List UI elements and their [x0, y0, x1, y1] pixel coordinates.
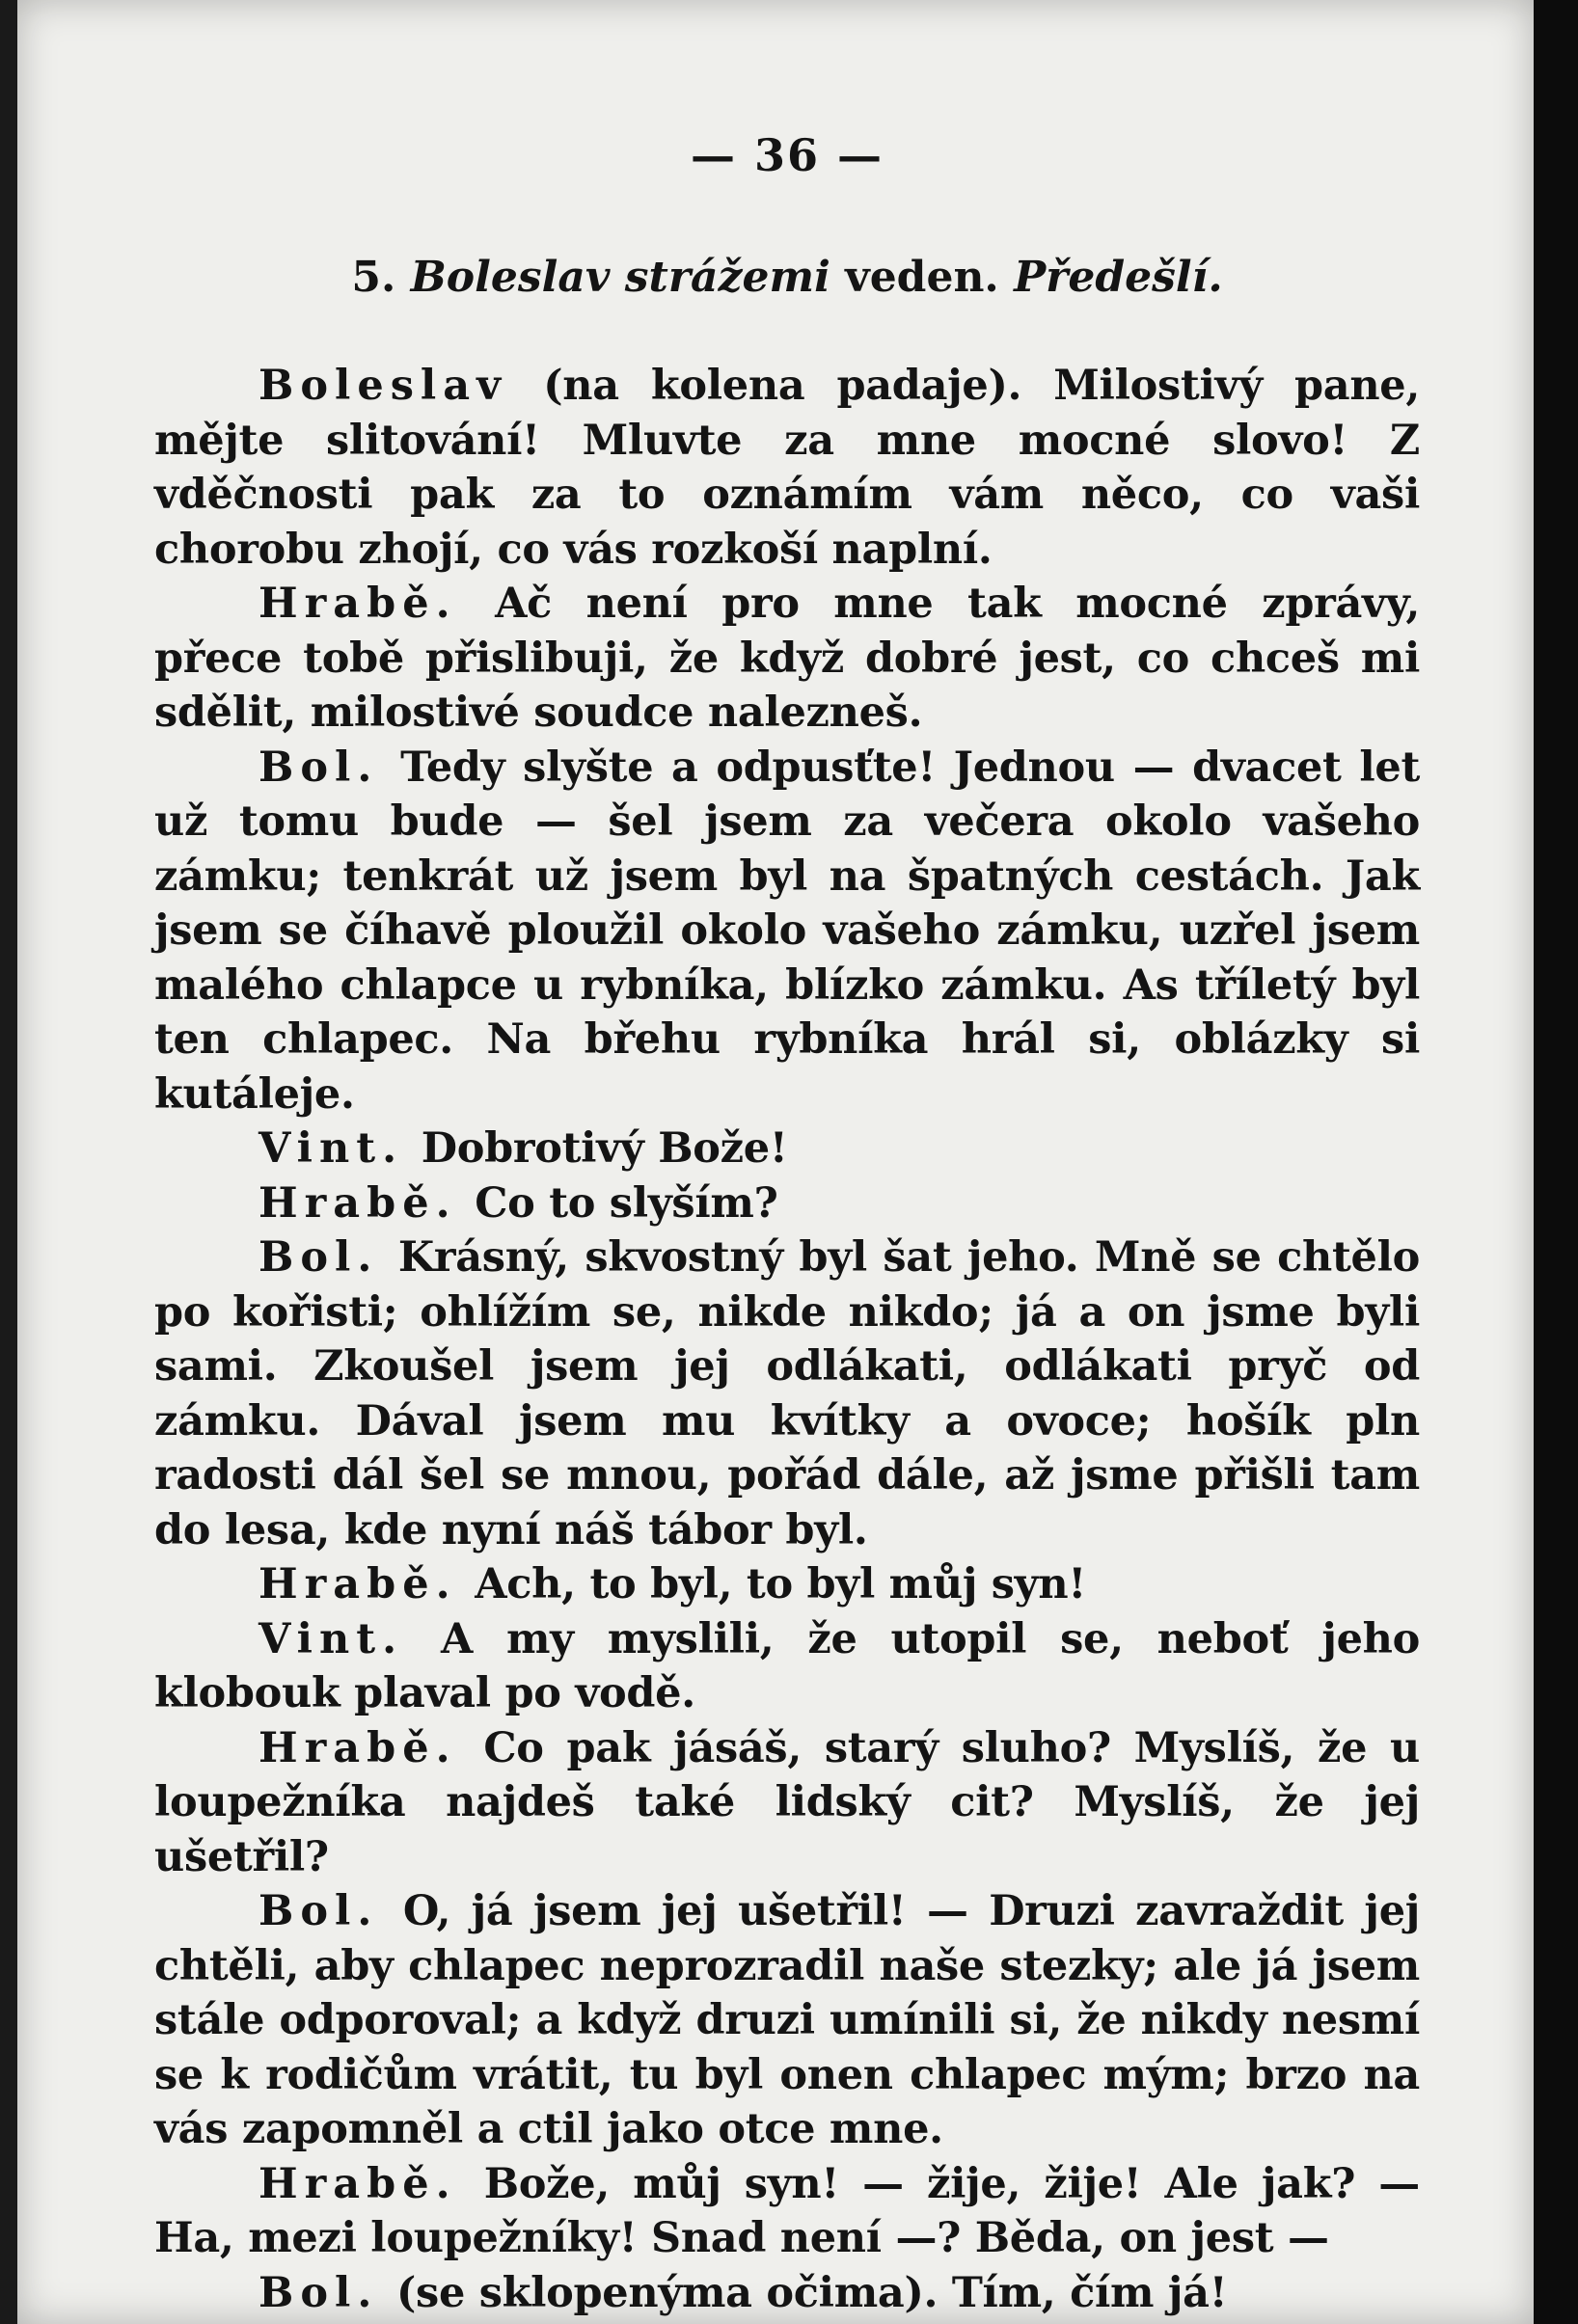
speaker-name: Hrabě.	[258, 580, 457, 628]
dialogue-line	[154, 2266, 1420, 2321]
speaker-name: Bol.	[258, 1887, 379, 1935]
speaker-name: Vint.	[258, 1614, 404, 1663]
dialogue-line	[154, 1121, 1420, 1176]
line-text: (se sklopenýma očima). Tím, čím já!	[396, 2268, 1228, 2317]
line-text: Co pak jásáš, starý sluho? Myslíš, že u loupežníka najdeš také lidský cit? Myslíš, že jej ušetřil?	[154, 1723, 1420, 1881]
dialogue-body	[154, 359, 1420, 2320]
scene-action: veden.	[845, 253, 999, 302]
page-edge-shadow	[1534, 0, 1578, 2324]
dialogue-line	[154, 1557, 1420, 1612]
speaker-name: Hrabě.	[258, 2159, 457, 2208]
scene-others: Předešlí.	[1014, 253, 1223, 302]
dialogue-line	[154, 359, 1420, 577]
dialogue-line	[154, 577, 1420, 741]
speaker-name: Hrabě.	[258, 1178, 457, 1228]
speaker-name: Bol.	[258, 743, 379, 792]
line-text: O, já jsem jej ušetřil! — Druzi zavraždit jej chtěli, aby chlapec neprozradil naše stezky; ale já jsem stále odporoval; a když druzi umínili si, že nikdy nesmí se k rodičům vrátit, tu byl onen chlapec mým; brzo na vás zapomněl a ctil jako otce mne.	[154, 1887, 1421, 2153]
speaker-name: Bol.	[258, 2268, 379, 2317]
speaker-name: Hrabě.	[258, 1723, 457, 1772]
dialogue-line	[154, 1612, 1420, 1721]
speaker-name: Vint.	[258, 1124, 404, 1173]
speaker-name: Bol.	[258, 1233, 379, 1282]
dialogue-line	[154, 1884, 1420, 2157]
line-text: A my myslili, že utopil se, neboť jeho klobouk plaval po vodě.	[154, 1614, 1421, 1717]
scene-escort: strážemi	[624, 253, 830, 302]
line-text: (na kolena padaje). Milostivý pane, mějte slitování! Mluvte za mne mocné slovo! Z vděčnosti pak za to oznámím vám něco, co vaši chorobu zhojí, co vás rozkoší naplní.	[154, 362, 1421, 574]
line-text: Ač není pro mne tak mocné zprávy, přece tobě přislibuji, že když dobré jest, co chceš mi sdělit, milostivé soudce nalezneš.	[154, 580, 1420, 737]
scene-number: 5.	[351, 253, 396, 302]
dialogue-line	[154, 2157, 1420, 2266]
line-text: Ach, to byl, to byl můj syn!	[475, 1560, 1086, 1608]
line-text: Co to slyším?	[475, 1178, 778, 1228]
line-text: Bože, můj syn! — žije, žije! Ale jak? — Ha, mezi loupežníky! Snad není —? Běda, on jest —	[154, 2159, 1420, 2262]
line-text: Dobrotivý Bože!	[421, 1124, 788, 1173]
dialogue-line	[154, 1176, 1420, 1231]
page-number: — 36 —	[690, 129, 884, 181]
line-text: Krásný, skvostný byl šat jeho. Mně se chtělo po kořisti; ohlížím se, nikde nikdo; já a on jsme byli sami. Zkoušel jsem jej odlákati, odlákati pryč od zámku. Dával jsem mu kvítky a ovoce; hošík pln radosti dál šel se mnou, pořád dále, až jsme přišli tam do lesa, kde nyní náš tábor byl.	[154, 1233, 1420, 1554]
line-text: Tedy slyšte a odpusťte! Jednou — dvacet let už tomu bude — šel jsem za večera okolo vašeho zámku; tenkrát už jsem byl na špatných cestách. Jak jsem se číhavě ploužil okolo vašeho zámku, uzřel jsem malého chlapce u rybníka, blízko zámku. As tříletý byl ten chlapec. Na břehu rybníka hrál si, oblázky si kutáleje.	[154, 743, 1421, 1119]
scene-actor: Boleslav	[410, 253, 611, 302]
speaker-name: Hrabě.	[258, 1560, 457, 1608]
speaker-name: Boleslav	[258, 362, 508, 410]
dialogue-line	[154, 741, 1420, 1122]
dialogue-line	[154, 1721, 1420, 1885]
scene-heading	[154, 253, 1420, 302]
dialogue-line	[154, 1230, 1420, 1557]
